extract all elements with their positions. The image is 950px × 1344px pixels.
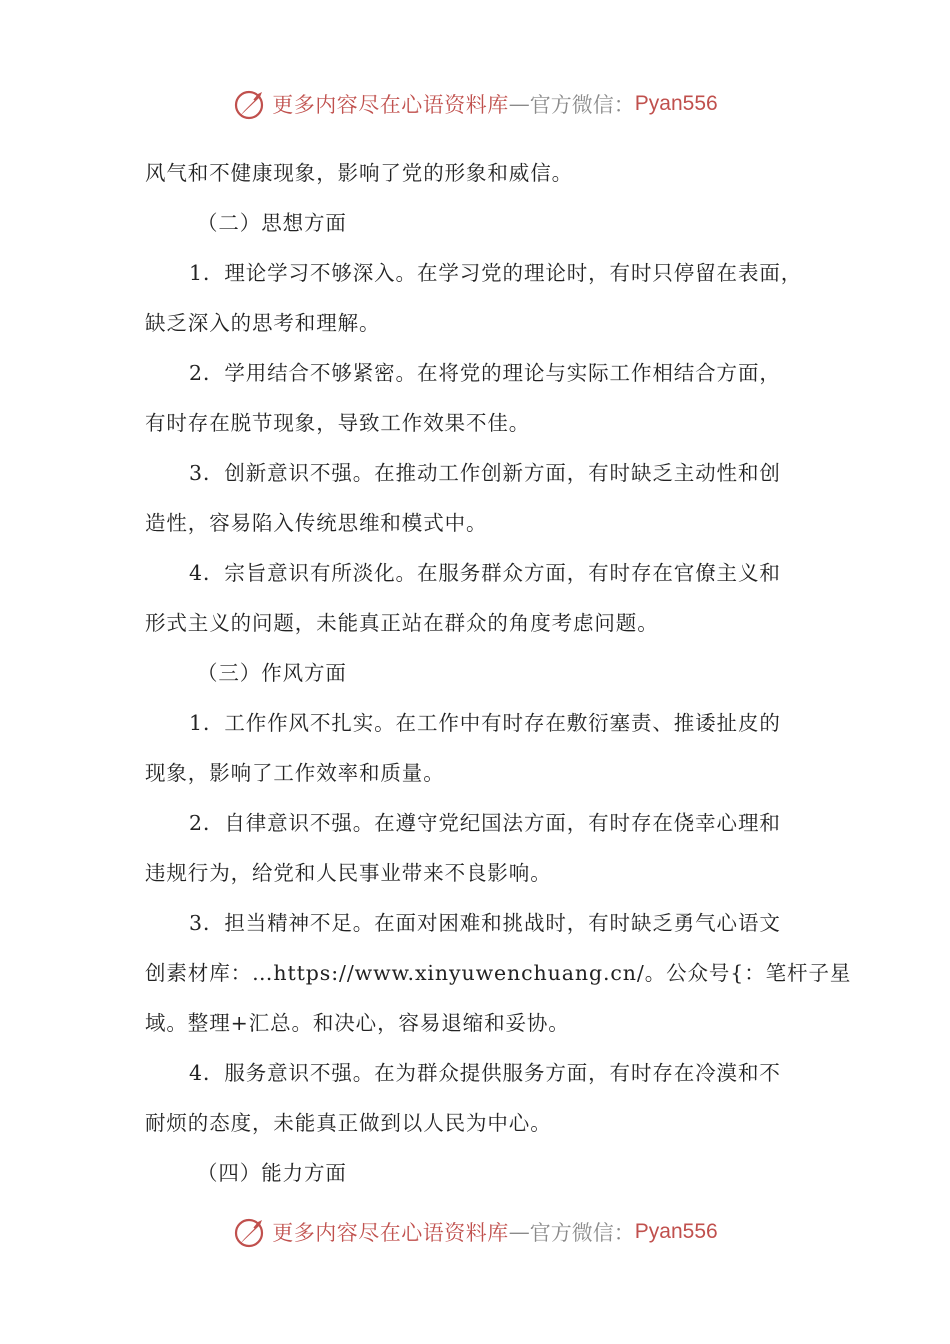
- quill-logo-icon: [232, 1214, 268, 1250]
- body-line: 缺乏深入的思考和理解。: [145, 311, 381, 335]
- section-heading: （三）作风方面: [197, 661, 347, 685]
- body-line-with-url: 创素材库：…https://www.xinyuwenchuang.cn/。公众号{：笔杆子星: [145, 961, 852, 985]
- watermark-title: 更多内容尽在心语资料库: [272, 93, 509, 117]
- watermark-title: 更多内容尽在心语资料库: [272, 1221, 509, 1245]
- body-line: 4．服务意识不强。在为群众提供服务方面，有时存在冷漠和不: [189, 1061, 781, 1085]
- body-line: 有时存在脱节现象，导致工作效果不佳。: [145, 411, 531, 435]
- body-line: 3．担当精神不足。在面对困难和挑战时，有时缺乏勇气心语文: [189, 911, 781, 935]
- footer-watermark: [0, 1212, 950, 1252]
- watermark-dash: —: [508, 92, 530, 116]
- body-line: 违规行为，给党和人民事业带来不良影响。: [145, 861, 552, 885]
- body-line: 4．宗旨意识有所淡化。在服务群众方面，有时存在官僚主义和: [189, 561, 781, 585]
- body-line: 2．学用结合不够紧密。在将党的理论与实际工作相结合方面，: [189, 361, 781, 385]
- body-line: 1．工作作风不扎实。在工作中有时存在敷衍塞责、推诿扯皮的: [189, 711, 781, 735]
- body-line: 造性，容易陷入传统思维和模式中。: [145, 511, 488, 535]
- body-line: 形式主义的问题，未能真正站在群众的角度考虑问题。: [145, 611, 659, 635]
- body-line: 现象，影响了工作效率和质量。: [145, 761, 445, 785]
- quill-logo-icon: [232, 86, 268, 122]
- watermark-label: 官方微信：: [529, 1221, 635, 1245]
- watermark-id: Pyan556: [634, 1220, 718, 1243]
- body-line: 风气和不健康现象，影响了党的形象和威信。: [145, 161, 573, 185]
- body-line: 2．自律意识不强。在遵守党纪国法方面，有时存在侥幸心理和: [189, 811, 781, 835]
- body-line: 1．理论学习不够深入。在学习党的理论时，有时只停留在表面，: [189, 261, 803, 285]
- header-watermark: [0, 84, 950, 124]
- document-body: [145, 148, 852, 1198]
- section-heading: （四）能力方面: [197, 1161, 347, 1185]
- body-line: 3．创新意识不强。在推动工作创新方面，有时缺乏主动性和创: [189, 461, 781, 485]
- body-line: 域。整理+汇总。和决心，容易退缩和妥协。: [145, 1011, 570, 1035]
- body-line: 耐烦的态度，未能真正做到以人民为中心。: [145, 1111, 552, 1135]
- section-heading: （二）思想方面: [197, 211, 347, 235]
- watermark-label: 官方微信：: [529, 93, 635, 117]
- watermark-id: Pyan556: [634, 92, 718, 115]
- watermark-dash: —: [508, 1220, 530, 1244]
